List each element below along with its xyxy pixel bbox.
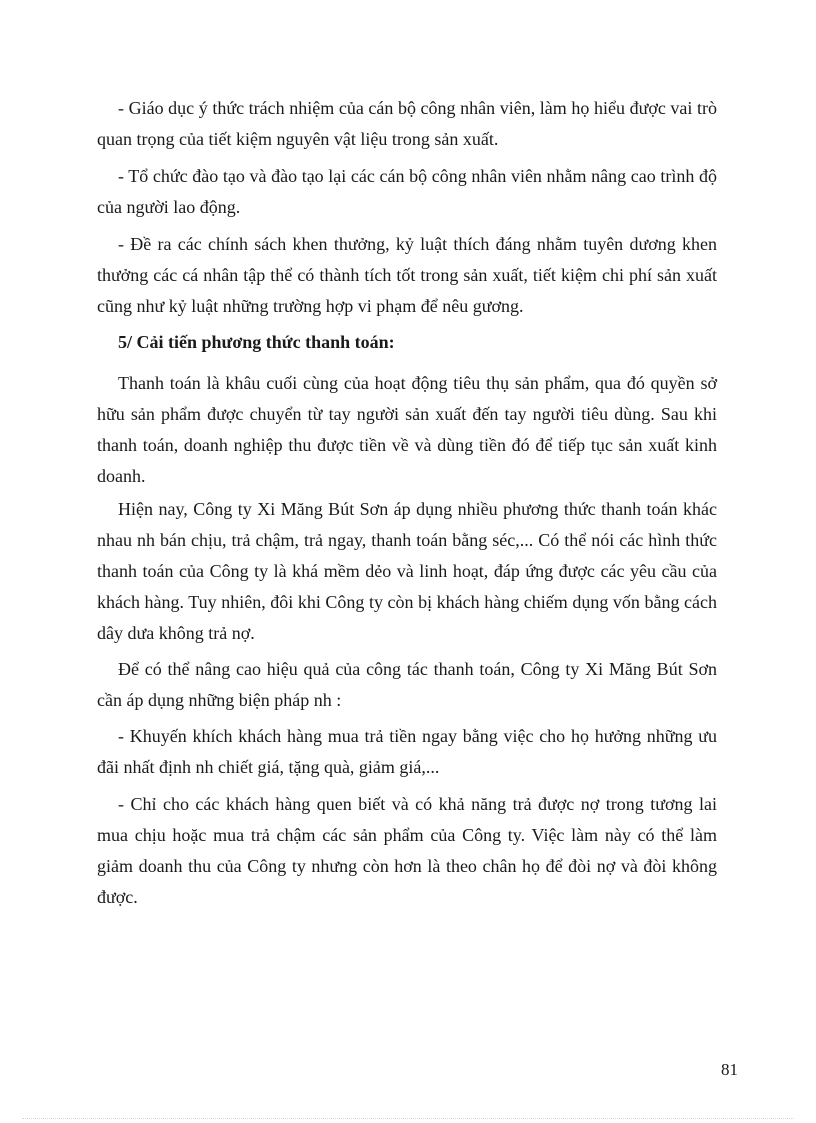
page-bottom-divider	[22, 1118, 794, 1119]
page-number: 81	[721, 1060, 738, 1079]
bullet-paragraph: - Đề ra các chính sách khen thưởng, kỷ luật thích đáng nhằm tuyên dương khen thưởng các cá nhân tập thể có thành tích tốt trong sản xuất, tiết kiệm chi phí sản xuất cũng như kỷ luật những trường hợp vi phạm để nêu gương.	[97, 234, 717, 316]
bullet-paragraph: - Khuyến khích khách hàng mua trả tiền ngay bằng việc cho họ hưởng những ưu đãi nhất định nh chiết giá, tặng quà, giảm giá,...	[97, 726, 717, 777]
body-paragraph: Để có thể nâng cao hiệu quả của công tác thanh toán, Công ty Xi Măng Bút Sơn cần áp dụng những biện pháp nh :	[97, 659, 717, 710]
body-paragraph: Hiện nay, Công ty Xi Măng Bút Sơn áp dụng nhiều phương thức thanh toán khác nhau nh bán chịu, trả chậm, trả ngay, thanh toán bằng séc,... Có thể nói các hình thức thanh toán của Công ty là khá mềm dẻo và linh hoạt, đáp ứng được các yêu cầu của khách hàng. Tuy nhiên, đôi khi Công ty còn bị khách hàng chiếm dụng vốn bằng cách dây dưa không trả nợ.	[97, 499, 717, 643]
bullet-paragraph: - Chỉ cho các khách hàng quen biết và có khả năng trả được nợ trong tương lai mua chịu hoặc mua trả chậm các sản phẩm của Công ty. Việc làm này có thể làm giảm doanh thu của Công ty nhưng còn hơn là theo chân họ để đòi nợ và đòi không được.	[97, 794, 717, 907]
body-paragraph: Thanh toán là khâu cuối cùng của hoạt động tiêu thụ sản phẩm, qua đó quyền sở hữu sản phẩm được chuyển từ tay người sản xuất đến tay người tiêu dùng. Sau khi thanh toán, doanh nghiệp thu được tiền về và dùng tiền đó để tiếp tục sản xuất kinh doanh.	[97, 373, 717, 486]
bullet-paragraph: - Giáo dục ý thức trách nhiệm của cán bộ công nhân viên, làm họ hiểu được vai trò quan trọng của tiết kiệm nguyên vật liệu trong sản xuất.	[97, 98, 717, 149]
section-heading: 5/ Cải tiến phương thức thanh toán:	[118, 332, 395, 352]
bullet-paragraph: - Tổ chức đào tạo và đào tạo lại các cán bộ công nhân viên nhằm nâng cao trình độ của người lao động.	[97, 166, 717, 217]
